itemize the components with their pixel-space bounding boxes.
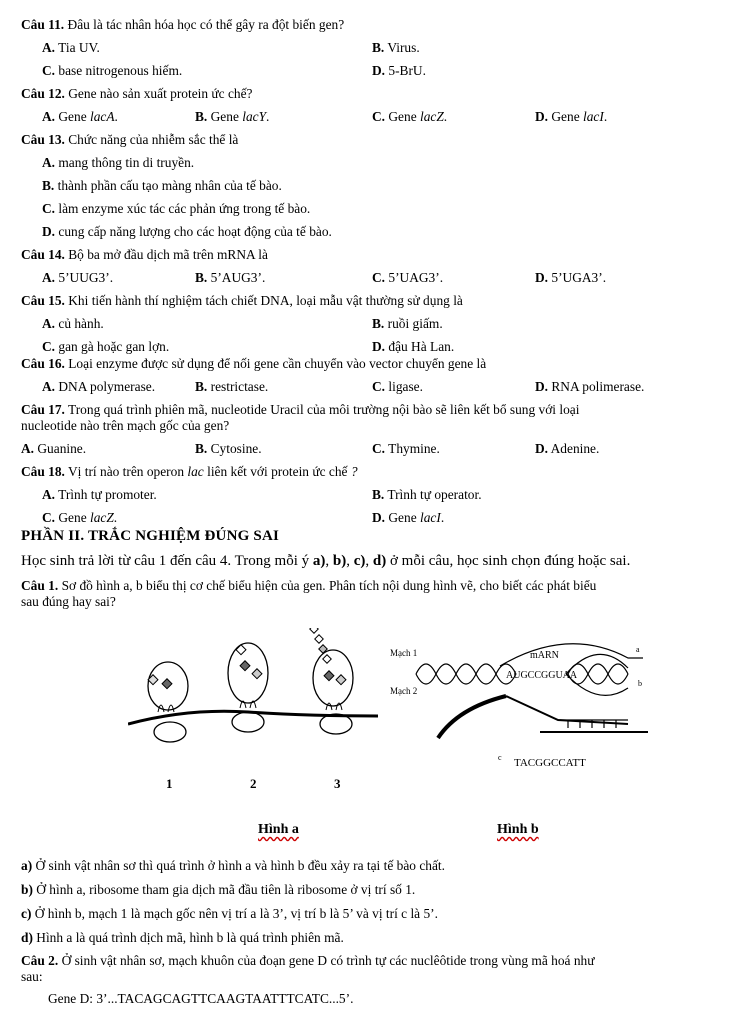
question-17: Câu 17. Trong quá trình phiên mã, nucleotide Uracil của môi trường nội bào sẽ liên kết bổ sung với loại: [21, 402, 580, 417]
option-b: B. restrictase.: [195, 379, 269, 394]
option-a: A. Trình tự promoter.: [42, 487, 157, 502]
option-b: B. thành phần cấu tạo màng nhân của tế bào.: [42, 178, 282, 193]
option-d: D. đậu Hà Lan.: [372, 339, 455, 354]
ribosome-label-2: 2: [250, 776, 257, 791]
option-a: A. 5’UUG3’.: [42, 270, 114, 285]
option-c: C. 5’UAG3’.: [372, 270, 444, 285]
option-a: A. củ hành.: [42, 316, 104, 331]
question-number: Câu 11.: [21, 17, 65, 32]
question-14: Câu 14. Bộ ba mở đầu dịch mã trên mRNA là: [21, 247, 268, 262]
gene-expression-figure: [128, 628, 648, 828]
position-c-label: c: [498, 753, 502, 762]
question-16: Câu 16. Loại enzyme được sử dụng để nối gene cần chuyển vào vector chuyển gene là: [21, 356, 487, 371]
option-a: A. Gene lacA.: [42, 109, 118, 124]
question-1: Câu 1. Sơ đồ hình a, b biểu thị cơ chế biểu hiện của gen. Phân tích nội dung hình vẽ, cho biết các phát biểu: [21, 578, 597, 593]
option-b: B. Gene lacY.: [195, 109, 270, 124]
caption-figure-a: Hình a: [258, 822, 299, 837]
section-heading: PHẦN II. TRẮC NGHIỆM ĐÚNG SAI: [21, 528, 280, 544]
gene-sequence: Gene D: 3’...TACAGCAGTTCAAGTAATTTCATC...5’.: [48, 991, 354, 1006]
option-c: C. Gene lacZ.: [372, 109, 448, 124]
statement-a: a) Ở sinh vật nhân sơ thì quá trình ở hình a và hình b đều xảy ra tại tế bào chất.: [21, 858, 445, 873]
option-d: D. 5-BrU.: [372, 63, 426, 78]
option-a: A. Guanine.: [21, 441, 87, 456]
option-b: B. Cytosine.: [195, 441, 262, 456]
question-12: Câu 12. Gene nào sản xuất protein ức chế?: [21, 86, 253, 101]
question-13: Câu 13. Chức năng của nhiễm sắc thể là: [21, 132, 239, 147]
dna-sequence: TACGGCCATT: [514, 757, 586, 769]
figure-a: [128, 628, 378, 742]
option-d: D. Gene lacI.: [372, 510, 445, 525]
position-b-label: b: [638, 679, 642, 688]
option-c: C. Gene lacZ.: [42, 510, 118, 525]
option-a: A. Tia UV.: [42, 40, 100, 55]
option-d: D. 5’UGA3’.: [535, 270, 607, 285]
option-b: B. Trình tự operator.: [372, 487, 482, 502]
question-text: Đâu là tác nhân hóa học có thể gây ra đột biến gen?: [64, 17, 345, 32]
option-c: C. Thymine.: [372, 441, 440, 456]
ribosome-1: [148, 662, 188, 742]
position-a-label: a: [636, 645, 640, 654]
option-c: C. làm enzyme xúc tác các phản ứng trong tế bào.: [42, 201, 311, 216]
option-d: D. Adenine.: [535, 441, 600, 456]
statement-c: c) Ở hình b, mạch 1 là mạch gốc nên vị trí a là 3’, vị trí b là 5’ và vị trí c là 5’.: [21, 906, 438, 921]
ribosome-3: [310, 628, 353, 734]
mrna-label: mARN: [530, 650, 559, 661]
question-1-cont: sau đúng hay sai?: [21, 594, 116, 609]
ribosome-2: [228, 643, 268, 732]
option-b: B. ruồi giấm.: [372, 316, 443, 331]
option-d: D. cung cấp năng lượng cho các hoạt động của tế bào.: [42, 224, 332, 239]
question-18: Câu 18. Vị trí nào trên operon lac liên kết với protein ức chế ?: [21, 464, 358, 479]
option-b: B. Virus.: [372, 40, 420, 55]
option-c: C. gan gà hoặc gan lợn.: [42, 339, 170, 354]
option-d: D. Gene lacI.: [535, 109, 608, 124]
ribosome-label-1: 1: [166, 776, 173, 791]
option-b: B. 5’AUG3’.: [195, 270, 266, 285]
option-a: A. DNA polymerase.: [42, 379, 156, 394]
option-c: C. base nitrogenous hiếm.: [42, 63, 183, 78]
question-11: [21, 17, 344, 33]
option-d: D. RNA polimerase.: [535, 379, 645, 394]
section-instructions: Học sinh trả lời từ câu 1 đến câu 4. Trong mỗi ý a), b), c), d) ở mỗi câu, học sinh chọn đúng hoặc sai.: [21, 553, 631, 569]
rna-sequence: AUGCCGGUAA: [506, 670, 578, 681]
question-15: Câu 15. Khi tiến hành thí nghiệm tách chiết DNA, loại mẫu vật thường sử dụng là: [21, 293, 463, 308]
caption-figure-b: Hình b: [497, 822, 539, 837]
question-2-cont: sau:: [21, 969, 43, 984]
strand-2-label: Mạch 2: [390, 686, 418, 696]
question-2: Câu 2. Ở sinh vật nhân sơ, mạch khuôn của đoạn gene D có trình tự các nuclêôtide trong vùng mã hoá như: [21, 953, 595, 968]
option-c: C. ligase.: [372, 379, 423, 394]
strand-1-label: Mạch 1: [390, 648, 418, 658]
statement-b: b) Ở hình a, ribosome tham gia dịch mã đầu tiên là ribosome ở vị trí số 1.: [21, 882, 416, 897]
question-17-cont: nucleotide nào trên mạch gốc của gen?: [21, 418, 230, 433]
option-a: A. mang thông tin di truyền.: [42, 155, 195, 170]
statement-d: d) Hình a là quá trình dịch mã, hình b là quá trình phiên mã.: [21, 930, 344, 945]
ribosome-label-3: 3: [334, 776, 341, 791]
